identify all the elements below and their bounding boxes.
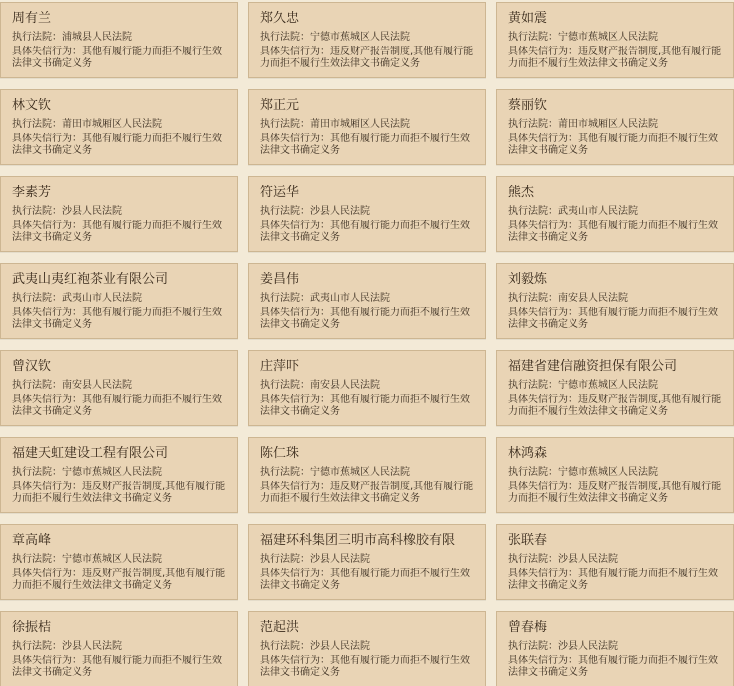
behavior-line (260, 46, 474, 72)
behavior-value: 其他有履行能力而拒不履行生效法律文书确定义务 (12, 394, 222, 417)
behavior-label: 具体失信行为： (508, 568, 578, 579)
behavior-line (12, 133, 226, 159)
court-label: 执行法院： (508, 641, 558, 652)
court-line (508, 554, 722, 566)
court-line (260, 293, 474, 305)
court-value: 武夷山市人民法院 (558, 206, 638, 217)
list-item[interactable] (248, 263, 486, 339)
court-label: 执行法院： (508, 554, 558, 565)
behavior-line (508, 133, 722, 159)
court-value: 南安县人民法院 (62, 380, 132, 391)
court-label: 执行法院： (12, 641, 62, 652)
list-item[interactable] (248, 524, 486, 600)
entity-name[interactable]: 熊杰 (508, 185, 535, 200)
entity-name[interactable]: 郑正元 (260, 98, 300, 113)
list-item[interactable] (0, 263, 238, 339)
behavior-value: 违反财产报告制度,其他有履行能力而拒不履行生效法律文书确定义务 (260, 481, 474, 504)
behavior-line (260, 220, 474, 246)
court-value: 宁德市蕉城区人民法院 (310, 32, 410, 43)
behavior-label: 具体失信行为： (260, 133, 330, 144)
court-label: 执行法院： (260, 119, 310, 130)
behavior-label: 具体失信行为： (260, 307, 330, 318)
court-line (508, 206, 722, 218)
court-value: 莆田市城厢区人民法院 (62, 119, 162, 130)
behavior-label: 具体失信行为： (12, 46, 82, 57)
list-item[interactable] (496, 611, 734, 686)
behavior-line (12, 394, 226, 420)
court-label: 执行法院： (260, 32, 310, 43)
court-line (508, 119, 722, 131)
list-item[interactable] (248, 89, 486, 165)
court-label: 执行法院： (508, 293, 558, 304)
behavior-label: 具体失信行为： (12, 394, 82, 405)
court-line (12, 467, 226, 479)
behavior-line (12, 568, 226, 594)
behavior-line (260, 307, 474, 333)
court-line (12, 554, 226, 566)
behavior-label: 具体失信行为： (260, 46, 330, 57)
entity-name[interactable]: 林文钦 (12, 98, 52, 113)
behavior-label: 具体失信行为： (12, 655, 82, 666)
behavior-value: 其他有履行能力而拒不履行生效法律文书确定义务 (508, 568, 718, 591)
behavior-label: 具体失信行为： (508, 307, 578, 318)
behavior-label: 具体失信行为： (508, 46, 578, 57)
entity-name[interactable]: 陈仁珠 (260, 446, 300, 461)
entity-name[interactable]: 章高峰 (12, 533, 52, 548)
court-line (12, 293, 226, 305)
behavior-line (508, 481, 722, 507)
behavior-line (260, 655, 474, 681)
court-line (12, 32, 226, 44)
court-label: 执行法院： (12, 119, 62, 130)
court-label: 执行法院： (260, 641, 310, 652)
behavior-line (260, 133, 474, 159)
behavior-value: 违反财产报告制度,其他有履行能力而拒不履行生效法律文书确定义务 (12, 568, 226, 591)
behavior-value: 违反财产报告制度,其他有履行能力而拒不履行生效法律文书确定义务 (260, 46, 474, 69)
entity-name[interactable]: 黄如震 (508, 11, 548, 26)
behavior-label: 具体失信行为： (12, 133, 82, 144)
court-value: 莆田市城厢区人民法院 (310, 119, 410, 130)
behavior-label: 具体失信行为： (12, 307, 82, 318)
court-value: 宁德市蕉城区人民法院 (62, 467, 162, 478)
list-item[interactable] (0, 2, 238, 78)
behavior-line (508, 46, 722, 72)
court-value: 沙县人民法院 (558, 554, 618, 565)
list-item[interactable] (496, 437, 734, 513)
court-value: 武夷山市人民法院 (310, 293, 390, 304)
list-item[interactable] (248, 176, 486, 252)
behavior-line (508, 568, 722, 594)
behavior-line (508, 307, 722, 333)
behavior-value: 其他有履行能力而拒不履行生效法律文书确定义务 (260, 568, 470, 591)
list-item[interactable] (0, 350, 238, 426)
court-label: 执行法院： (508, 467, 558, 478)
entity-name[interactable]: 林鸿森 (508, 446, 548, 461)
behavior-label: 具体失信行为： (260, 481, 330, 492)
court-value: 武夷山市人民法院 (62, 293, 142, 304)
behavior-value: 其他有履行能力而拒不履行生效法律文书确定义务 (508, 220, 718, 243)
court-value: 宁德市蕉城区人民法院 (558, 467, 658, 478)
behavior-line (12, 46, 226, 72)
list-item[interactable] (0, 524, 238, 600)
behavior-label: 具体失信行为： (260, 220, 330, 231)
behavior-value: 其他有履行能力而拒不履行生效法律文书确定义务 (260, 307, 470, 330)
court-value: 沙县人民法院 (310, 641, 370, 652)
behavior-label: 具体失信行为： (260, 655, 330, 666)
behavior-value: 违反财产报告制度,其他有履行能力而拒不履行生效法律文书确定义务 (508, 46, 722, 69)
court-value: 浦城县人民法院 (62, 32, 132, 43)
list-item[interactable] (248, 611, 486, 686)
entity-name[interactable]: 张联春 (508, 533, 548, 548)
behavior-label: 具体失信行为： (508, 394, 578, 405)
court-label: 执行法院： (260, 293, 310, 304)
court-label: 执行法院： (508, 119, 558, 130)
court-label: 执行法院： (508, 206, 558, 217)
entity-name[interactable]: 郑久忠 (260, 11, 300, 26)
behavior-value: 其他有履行能力而拒不履行生效法律文书确定义务 (260, 133, 470, 156)
court-label: 执行法院： (260, 380, 310, 391)
court-label: 执行法院： (260, 554, 310, 565)
entity-name[interactable]: 曾春梅 (508, 620, 548, 635)
court-line (260, 554, 474, 566)
behavior-line (12, 220, 226, 246)
entity-name[interactable]: 蔡丽钦 (508, 98, 548, 113)
behavior-line (508, 655, 722, 681)
behavior-value: 其他有履行能力而拒不履行生效法律文书确定义务 (12, 46, 222, 69)
court-label: 执行法院： (12, 380, 62, 391)
behavior-value: 其他有履行能力而拒不履行生效法律文书确定义务 (508, 133, 718, 156)
list-item[interactable] (248, 2, 486, 78)
entity-name[interactable]: 福建天虹建设工程有限公司 (12, 446, 169, 461)
court-label: 执行法院： (508, 32, 558, 43)
court-value: 沙县人民法院 (558, 641, 618, 652)
court-value: 南安县人民法院 (558, 293, 628, 304)
court-value: 沙县人民法院 (310, 206, 370, 217)
court-line (260, 380, 474, 392)
behavior-label: 具体失信行为： (508, 220, 578, 231)
behavior-label: 具体失信行为： (260, 394, 330, 405)
behavior-label: 具体失信行为： (12, 220, 82, 231)
court-label: 执行法院： (260, 206, 310, 217)
court-label: 执行法院： (12, 293, 62, 304)
list-item[interactable] (0, 89, 238, 165)
court-value: 宁德市蕉城区人民法院 (558, 32, 658, 43)
court-line (12, 119, 226, 131)
entity-name[interactable]: 周有兰 (12, 11, 52, 26)
list-item[interactable] (496, 2, 734, 78)
behavior-line (260, 394, 474, 420)
court-label: 执行法院： (260, 467, 310, 478)
entity-name[interactable]: 符运华 (260, 185, 300, 200)
court-value: 沙县人民法院 (62, 206, 122, 217)
entity-name[interactable]: 福建环科集团三明市高科橡胶有限 (260, 533, 456, 548)
court-line (260, 206, 474, 218)
list-item[interactable] (248, 437, 486, 513)
court-line (12, 206, 226, 218)
entity-name[interactable]: 福建省建信融资担保有限公司 (508, 359, 678, 374)
behavior-value: 其他有履行能力而拒不履行生效法律文书确定义务 (260, 655, 470, 678)
behavior-value: 其他有履行能力而拒不履行生效法律文书确定义务 (12, 220, 222, 243)
list-item[interactable] (248, 350, 486, 426)
court-label: 执行法院： (12, 554, 62, 565)
behavior-value: 其他有履行能力而拒不履行生效法律文书确定义务 (508, 307, 718, 330)
behavior-line (260, 568, 474, 594)
entity-name[interactable]: 庄萍吓 (260, 359, 300, 374)
court-value: 莆田市城厢区人民法院 (558, 119, 658, 130)
court-line (508, 293, 722, 305)
list-item[interactable] (0, 437, 238, 513)
court-label: 执行法院： (12, 206, 62, 217)
entity-name[interactable]: 徐振桔 (12, 620, 52, 635)
list-item[interactable] (496, 524, 734, 600)
court-line (260, 119, 474, 131)
behavior-line (508, 394, 722, 420)
behavior-label: 具体失信行为： (260, 568, 330, 579)
list-item[interactable] (0, 176, 238, 252)
behavior-line (508, 220, 722, 246)
behavior-value: 其他有履行能力而拒不履行生效法律文书确定义务 (260, 220, 470, 243)
court-line (260, 641, 474, 653)
court-line (12, 641, 226, 653)
behavior-value: 其他有履行能力而拒不履行生效法律文书确定义务 (260, 394, 470, 417)
behavior-value: 其他有履行能力而拒不履行生效法律文书确定义务 (508, 655, 718, 678)
entity-name[interactable]: 武夷山夷红袍茶业有限公司 (12, 272, 169, 287)
behavior-line (12, 655, 226, 681)
court-line (508, 467, 722, 479)
behavior-value: 违反财产报告制度,其他有履行能力而拒不履行生效法律文书确定义务 (12, 481, 226, 504)
court-label: 执行法院： (12, 32, 62, 43)
behavior-line (12, 481, 226, 507)
court-value: 宁德市蕉城区人民法院 (558, 380, 658, 391)
list-item[interactable] (496, 176, 734, 252)
court-line (12, 380, 226, 392)
court-label: 执行法院： (508, 380, 558, 391)
behavior-label: 具体失信行为： (508, 481, 578, 492)
behavior-value: 其他有履行能力而拒不履行生效法律文书确定义务 (12, 655, 222, 678)
behavior-label: 具体失信行为： (508, 655, 578, 666)
court-value: 宁德市蕉城区人民法院 (310, 467, 410, 478)
list-item[interactable] (0, 611, 238, 686)
court-line (260, 467, 474, 479)
entity-name[interactable]: 李素芳 (12, 185, 52, 200)
behavior-value: 违反财产报告制度,其他有履行能力而拒不履行生效法律文书确定义务 (508, 394, 722, 417)
court-value: 宁德市蕉城区人民法院 (62, 554, 162, 565)
behavior-label: 具体失信行为： (508, 133, 578, 144)
court-line (508, 32, 722, 44)
entity-name[interactable]: 刘毅炼 (508, 272, 548, 287)
list-item[interactable] (496, 350, 734, 426)
court-line (260, 32, 474, 44)
behavior-value: 其他有履行能力而拒不履行生效法律文书确定义务 (12, 133, 222, 156)
entity-name[interactable]: 姜昌伟 (260, 272, 300, 287)
behavior-label: 具体失信行为： (12, 568, 82, 579)
behavior-value: 其他有履行能力而拒不履行生效法律文书确定义务 (12, 307, 222, 330)
behavior-value: 违反财产报告制度,其他有履行能力而拒不履行生效法律文书确定义务 (508, 481, 722, 504)
entity-name[interactable]: 范起洪 (260, 620, 300, 635)
court-value: 南安县人民法院 (310, 380, 380, 391)
behavior-label: 具体失信行为： (12, 481, 82, 492)
behavior-line (260, 481, 474, 507)
list-item[interactable] (496, 263, 734, 339)
court-value: 沙县人民法院 (310, 554, 370, 565)
list-item[interactable] (496, 89, 734, 165)
court-line (508, 380, 722, 392)
court-line (508, 641, 722, 653)
behavior-line (12, 307, 226, 333)
entity-name[interactable]: 曾汉钦 (12, 359, 52, 374)
court-label: 执行法院： (12, 467, 62, 478)
court-value: 沙县人民法院 (62, 641, 122, 652)
